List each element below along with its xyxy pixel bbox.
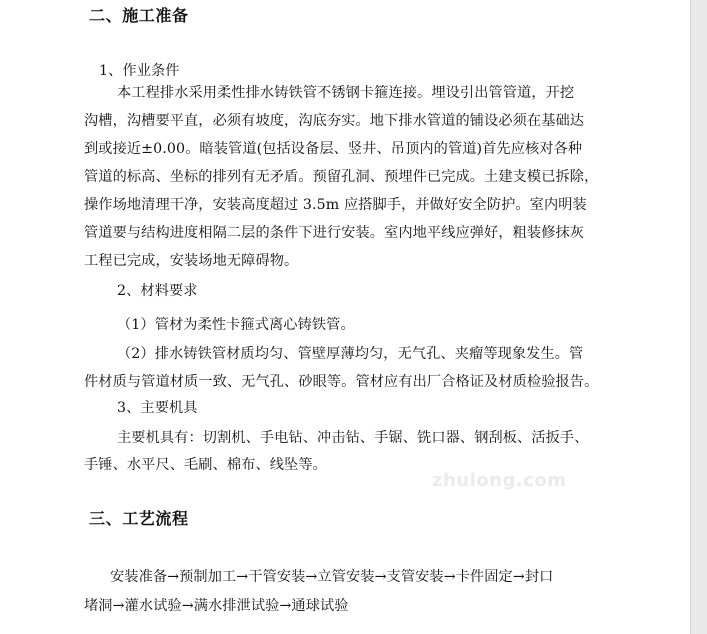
subsection-3-title: 3、主要机具	[117, 400, 198, 416]
tools-line: 手锤、水平尺、毛刷、棉布、线坠等。	[84, 457, 327, 473]
paragraph-line: 工程已完成，安装场地无障碍物。	[84, 253, 299, 269]
paragraph-line: 管道要与结构进度相隔二层的条件下进行安装。室内地平线应弹好，粗装修抹灰	[84, 225, 585, 241]
paragraph-line: 本工程排水采用柔性排水铸铁管不锈钢卡箍连接。埋设引出管管道，开挖	[117, 85, 575, 101]
paragraph-line: 沟槽，沟槽要平直，必须有坡度，沟底夯实。地下排水管道的铺设必须在基础达	[84, 113, 585, 129]
material-item-2-line: （2）排水铸铁管材质均匀、管壁厚薄均匀，无气孔、夹瘤等现象发生。管	[117, 346, 584, 362]
section-2-heading: 二、施工准备	[89, 6, 189, 25]
material-item-1: （1）管材为柔性卡箍式离心铸铁管。	[117, 317, 355, 333]
subsection-1-title: 1、作业条件	[99, 63, 180, 79]
process-flow-line: 安装准备→预制加工→干管安装→立管安装→支管安装→卡件固定→封口	[110, 569, 554, 585]
tools-line: 主要机具有：切割机、手电钻、冲击钻、手锯、铣口器、钢刮板、活扳手、	[117, 430, 589, 446]
paragraph-line: 管道的标高、坐标的排列有无矛盾。预留孔洞、预埋件已完成。土建支模已拆除，	[84, 169, 599, 185]
paragraph-line: 操作场地清理干净，安装高度超过 3.5m 应搭脚手，并做好安全防护。室内明装	[84, 197, 587, 213]
paragraph-line: 到或接近±0.00。暗装管道(包括设备层、竖井、吊顶内的管道)首先应核对各种	[84, 141, 583, 157]
watermark-middle: zhulong.com	[432, 470, 567, 491]
material-item-2-line: 件材质与管道材质一致、无气孔、砂眼等。管材应有出厂合格证及材质检验报告。	[84, 374, 599, 390]
section-3-heading: 三、工艺流程	[89, 509, 189, 528]
process-flow-line: 堵洞→灌水试验→满水排泄试验→通球试验	[84, 598, 349, 614]
page-right-margin	[690, 0, 707, 634]
subsection-2-title: 2、材料要求	[117, 283, 198, 299]
